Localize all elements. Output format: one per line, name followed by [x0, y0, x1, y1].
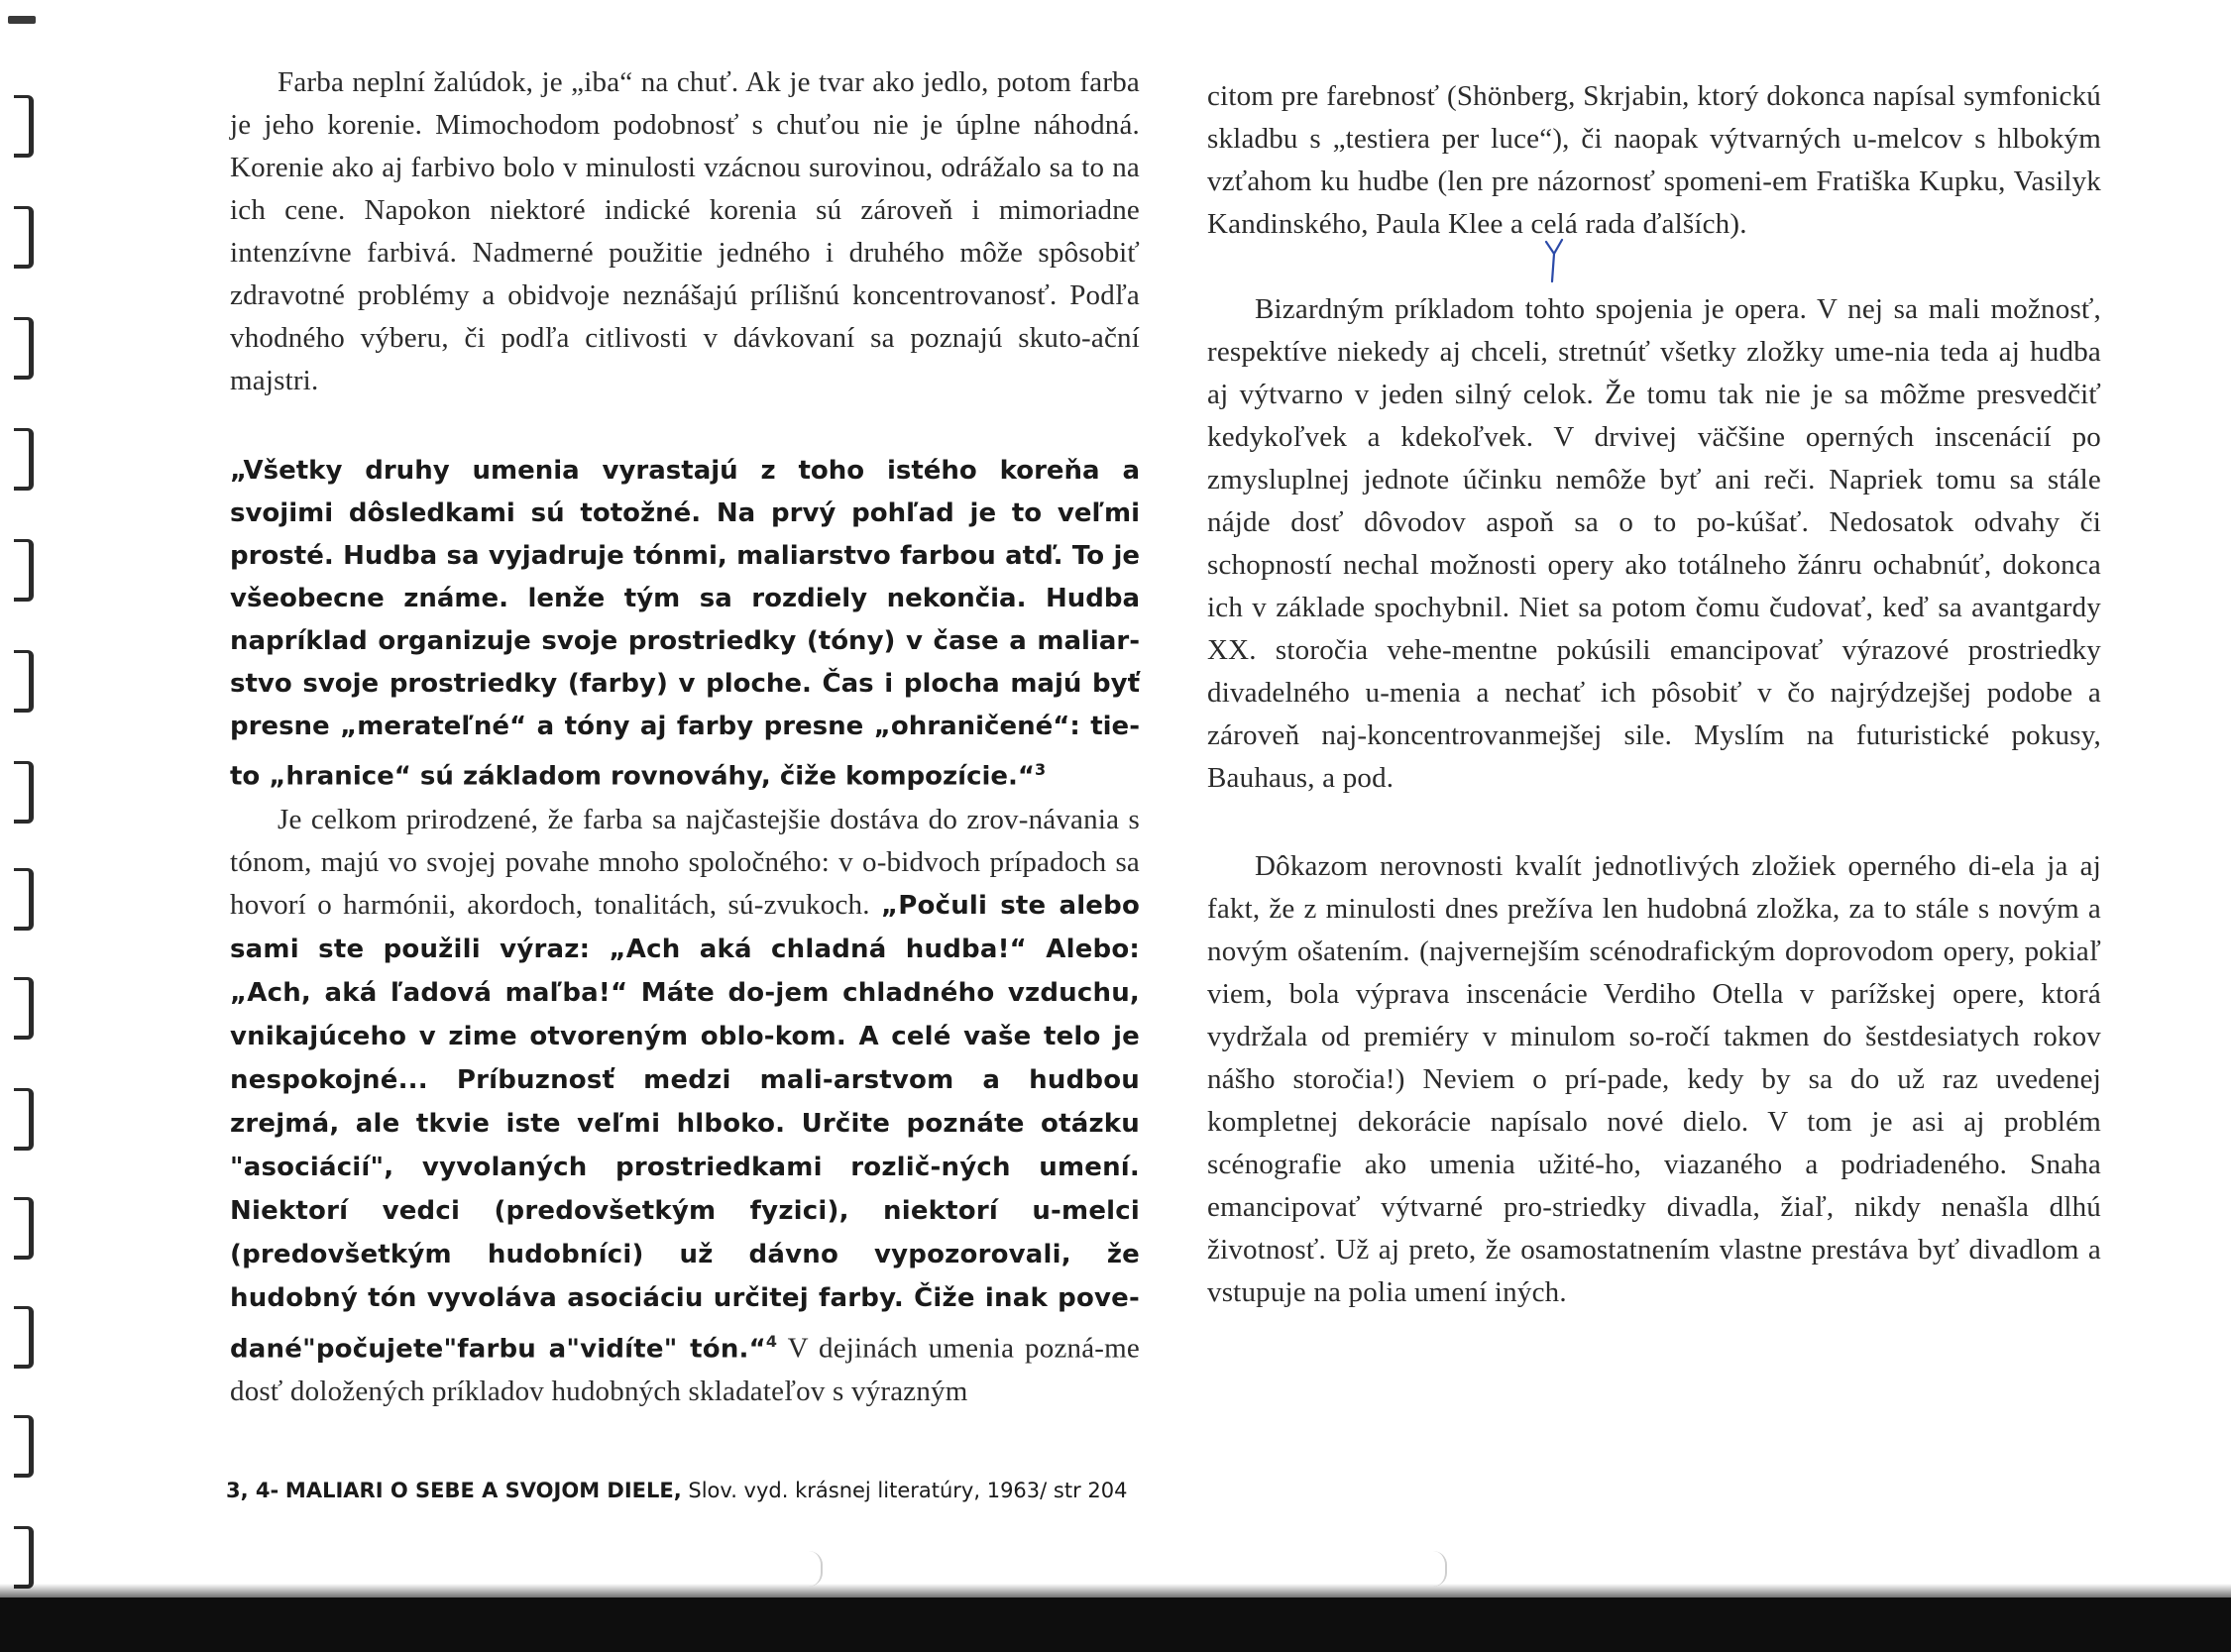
binding-ring: [14, 650, 34, 713]
binding-ring: [14, 1197, 34, 1260]
footnote-ref-4: 4: [765, 1331, 778, 1351]
binding-ring: [14, 1306, 34, 1369]
left-paragraph-1: Farba neplní žalúdok, je „iba“ na chuť. Ak je tvar ako jedlo, potom farba je jeho korenie. Mimochodom podobnosť s chuťou nie je úplne náhodná. Korenie ako aj farbivo bolo v minulosti vzácnou surovinou, odrážalo sa to na ich cene. Napokon niektoré indické korenia sú zároveň i mimoriadne intenzívne farbivá. Nadmerné použitie jedného i druhého môže spôsobiť zdravotné problémy a obidvoje neznášajú prílišnú koncentrovanosť. Podľa vhodného výberu, či podľa citlivosti v dávkovaní sa poznajú skuto-ační majstri.: [230, 66, 1140, 396]
spiral-binding: [0, 0, 59, 1605]
binding-ring: [14, 868, 34, 931]
footnote-source: Slov. vyd. krásnej literatúry, 1963/ str 204: [688, 1479, 1128, 1502]
corner-mark: [8, 16, 36, 24]
binding-ring: [14, 428, 34, 491]
footnote-ref-3: 3: [1035, 760, 1047, 779]
scan-shadow-band: [0, 1597, 2231, 1652]
left-paragraph-2: [230, 799, 1140, 1414]
binding-ring: [14, 1415, 34, 1478]
binding-ring: [14, 761, 34, 824]
left-paragraph-2-quote: „Počuli ste alebo sami ste použili výraz: „Ach aká chladná hudba!“ Alebo: „Ach, aká ľadová maľba!“ Máte do-jem chladného vzduchu, vnikajúceho v zime otvoreným oblo-kom. A celé vaše telo je nespokojné... Príbuznosť medzi mali-arstvom a hudbou zrejmá, ale tkvie iste veľmi hlboko. Určite poznáte otázku "asociácií", vyvolaných prostriedkami rozlič-ných umení. Niektorí vedci (predovšetkým fyzici), niektorí u-melci (predovšetkým hudobníci) už dávno vypozorovali, že hudobný tón vyvoláva asociáciu určitej farby. Čiže inak pove-dané"počujete"farbu a"vidíte" tón.“: [230, 890, 1141, 1365]
left-column: [230, 61, 1140, 1413]
binding-ring: [14, 95, 34, 158]
binding-ring: [14, 206, 34, 269]
binding-ring: [14, 317, 34, 380]
binding-ring: [14, 1526, 34, 1589]
right-paragraph-3: Dôkazom nerovnosti kvalít jednotlivých zložiek operného di-ela ja aj fakt, že z minulosti dnes prežíva len hudobná zložka, za to stále s novým a novým ošatením. (najvernejším scénodrafickým doprovodom opery, pokiaľ viem, bola výprava inscenácie Verdiho Otella v parížskej opere, ktorá vydržala od premiéry v minulom so-ročí takmen do šestdesiatych rokov nášho storočia!) Neviem o prí-pade, kedy by sa do už raz uvedenej kompletnej dekorácie napísalo nové dielo. V tom je asi aj problém scénografie ako umenia užité-ho, viazaného a podriadeného. Snaha emancipovať výtvarné pro-striedky divadla, žiaľ, nikdy nenašla dlhú životnosť. Už aj preto, že osamostatnením vlastne prestáva byť divadlom a vstupuje na polia umení iných.: [1207, 850, 2101, 1308]
footnote-title: MALIARI O SEBE A SVOJOM DIELE,: [284, 1479, 682, 1502]
left-paragraph-2-intro: Je celkom prirodzené, že farba sa najčastejšie dostáva do zrov-návania s tónom, majú vo svojej povahe mnoho spoločného: v o-bidvoch prípadoch sa hovorí o harmónii, akordoch, tonalitách, sú-zvukoch.: [230, 803, 1140, 921]
right-paragraph-1: citom pre farebnosť (Shönberg, Skrjabin, ktorý dokonca napísal symfonickú skladbu s „testiera per luce“), či naopak výtvarných u-melcov s hlbokým vzťahom ku hudbe (len pre názornosť spomeni-em Fratiška Kupku, Vasilyk Kandinského, Paula Klee a celá rada ďalších).: [1207, 80, 2101, 240]
footnote: [226, 1479, 1158, 1502]
pen-correction-mark: [1538, 236, 1578, 285]
right-paragraph-2: Bizardným príkladom tohto spojenia je opera. V nej sa mali možnosť, respektíve niekedy aj chceli, stretnúť všetky zložky ume-nia teda aj hudba aj výtvarno v jeden silný celok. Že tomu tak nie je sa môžme presvedčiť kedykoľvek a kdekoľvek. V drvivej väčšine operných inscenácií po zmysluplnej jednote účinku nemôže byť ani reči. Napriek tomu sa stále nájde dosť dôvodov aspoň sa o to po-kúšať. Nedosatok odvahy či schopností nechal možnosti opery ako totálneho žánru ochabnúť, dokonca ich v základe spochybnil. Niet sa potom čomu čudovať, keď sa avantgardy XX. storočia vehe-mentne pokúsili emancipovať výrazové prostriedky divadelného u-menia a nechať ich pôsobiť v čo najrýdzejšej podobe a zároveň naj-koncentrovanmejšej sile. Myslím na futuristické pokusy, Bauhaus, a pod.: [1207, 293, 2101, 794]
footnote-number: 3, 4-: [226, 1479, 279, 1502]
right-column: [1207, 75, 2101, 1314]
binding-ring: [14, 539, 34, 602]
page-curl-mark: [805, 1551, 823, 1587]
left-paragraph-2-end: V dejinách umenia pozná-me dosť doložených príkladov hudobných skladateľov s výrazným: [230, 1332, 1140, 1408]
left-quote-text: „Všetky druhy umenia vyrastajú z toho istého koreňa a svojimi dôsledkami sú totožné. Na prvý pohľad je to veľmi prosté. Hudba sa vyjadruje tónmi, maliarstvo farbou atď. To je všeobecne známe. lenže tým sa rozdiely nekončia. Hudba napríklad organizuje svoje prostriedky (tóny) v čase a maliar-stvo svoje prostriedky (farby) v ploche. Čas i plocha majú byť presne „merateľné“ a tóny aj farby presne „ohraničené“: tie-to „hranice“ sú základom rovnováhy, čiže kompozície.“: [230, 456, 1140, 792]
left-quote: [230, 450, 1140, 799]
page-curl-mark: [1429, 1551, 1447, 1587]
binding-ring: [14, 977, 34, 1040]
binding-ring: [14, 1088, 34, 1151]
